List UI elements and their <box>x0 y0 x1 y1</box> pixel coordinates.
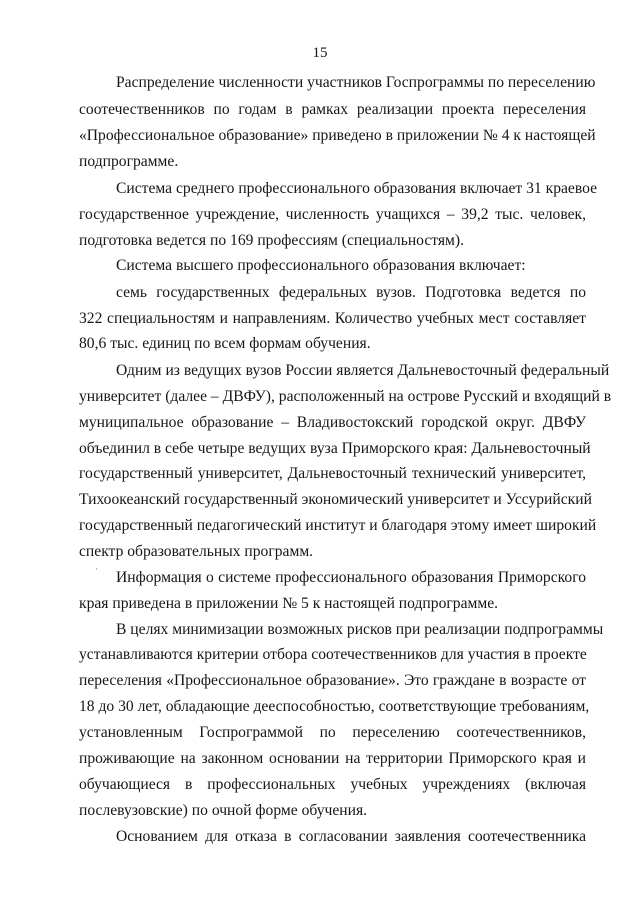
text-line: государственный университет, Дальневосточный технический университет, <box>79 465 586 482</box>
text-line: Тихоокеанский государственный экономический университет и Уссурийский <box>79 491 592 508</box>
text-line: государственный педагогический институт и благодаря этому имеет широкий <box>79 517 597 534</box>
text-line: соотечественников по годам в рамках реализации проекта переселения <box>79 101 586 118</box>
text-line: Основанием для отказа в согласовании заявления соотечественника <box>116 828 586 845</box>
text-line: муниципальное образование – Владивостокский городской округ. ДВФУ <box>79 414 586 431</box>
text-line: подготовка ведется по 169 профессиям (специальностям). <box>79 232 465 249</box>
text-line: края приведена в приложении № 5 к настоящей подпрограмме. <box>79 595 499 612</box>
text-line: Информация о системе профессионального образования Приморского <box>116 569 586 586</box>
text-line: 80,6 тыс. единиц по всем формам обучения. <box>79 335 371 352</box>
text-line: Система среднего профессионального образования включает 31 краевое <box>116 180 597 197</box>
text-line: В целях минимизации возможных рисков при реализации подпрограммы <box>116 621 604 638</box>
text-line: государственное учреждение, численность учащихся – 39,2 тыс. человек, <box>79 206 586 223</box>
scan-speck <box>96 568 97 570</box>
text-line: университет (далее – ДВФУ), расположенный на острове Русский и входящий в <box>79 388 612 405</box>
text-line: подпрограмме. <box>79 153 179 170</box>
text-line: Распределение численности участников Госпрограммы по переселению <box>116 74 596 91</box>
text-line: семь государственных федеральных вузов. Подготовка ведется по <box>116 284 586 301</box>
text-line: «Профессиональное образование» приведено в приложении № 4 к настоящей <box>79 127 596 144</box>
text-line: переселения «Профессиональное образование». Это граждане в возрасте от <box>79 672 586 689</box>
text-line: 18 до 30 лет, обладающие дееспособностью, соответствующие требованиям, <box>79 698 590 715</box>
text-line: устанавливаются критерии отбора соотечественников для участия в проекте <box>79 646 587 663</box>
text-line: спектр образовательных программ. <box>79 543 314 560</box>
text-line: установленным Госпрограммой по переселению соотечественников, <box>79 724 586 741</box>
page-number: 15 <box>312 45 328 61</box>
text-line: проживающие на законном основании на территории Приморского края и <box>79 750 586 767</box>
text-line: Система высшего профессионального образования включает: <box>116 257 526 274</box>
text-line: обучающиеся в профессиональных учебных учреждениях (включая <box>79 776 586 793</box>
text-line: объединил в себе четыре ведущих вуза Приморского края: Дальневосточный <box>79 440 591 457</box>
text-line: 322 специальностям и направлениям. Количество учебных мест составляет <box>79 310 586 327</box>
text-line: Одним из ведущих вузов России является Дальневосточный федеральный <box>116 362 610 379</box>
text-line: послевузовские) по очной форме обучения. <box>79 802 368 819</box>
